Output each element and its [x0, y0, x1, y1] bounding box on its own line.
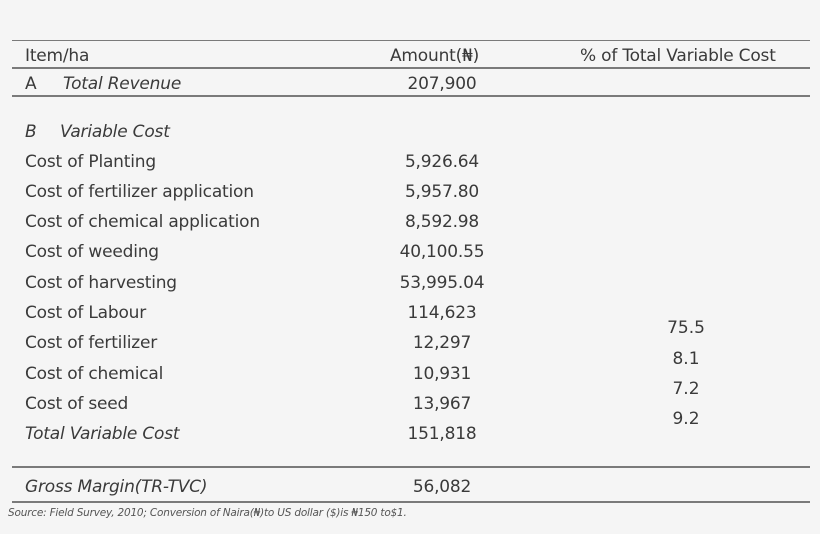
gross-margin-amount: 56,082 [412, 477, 472, 497]
source-footnote: Source: Field Survey, 2010; Conversion of Naira(₦)to US dollar ($)is ₦150 to$1. [8, 507, 407, 519]
row-item: Cost of chemical application [25, 212, 260, 232]
row-amount: 5,926.64 [404, 152, 480, 172]
row-item: Cost of Planting [25, 152, 156, 172]
total-revenue-amount: 207,900 [407, 74, 477, 94]
row-amount: 13,967 [412, 394, 472, 414]
table-top-rule [12, 40, 810, 41]
row-amount: 12,297 [412, 333, 472, 353]
gross-margin-label: Gross Margin(TR-TVC) [25, 477, 208, 497]
gross-margin-top-rule [12, 466, 810, 468]
percent-seed: 9.2 [672, 409, 700, 429]
row-item: Cost of fertilizer application [25, 182, 254, 202]
header-amount: Amount(₦) [390, 46, 480, 66]
gross-margin-bottom-rule [12, 501, 810, 503]
row-amount: 10,931 [412, 364, 472, 384]
row-amount: 5,957.80 [404, 182, 480, 202]
row-item: Cost of seed [25, 394, 129, 414]
row-amount: 53,995.04 [399, 273, 485, 293]
row-amount: 8,592.98 [404, 212, 480, 232]
section-a-title: Total Revenue [63, 74, 182, 94]
row-item: Cost of harvesting [25, 273, 177, 293]
row-item: Cost of fertilizer [25, 333, 158, 353]
percent-labour: 75.5 [667, 318, 705, 338]
row-item: Cost of weeding [25, 242, 159, 262]
total-variable-cost-amount: 151,818 [407, 424, 477, 444]
section-b-title: Variable Cost [60, 122, 170, 142]
row-item: Cost of chemical [25, 364, 164, 384]
revenue-rule [12, 95, 810, 97]
header-percent: % of Total Variable Cost [580, 46, 776, 66]
row-amount: 40,100.55 [399, 242, 485, 262]
percent-chemical: 7.2 [672, 379, 700, 399]
total-variable-cost-label: Total Variable Cost [25, 424, 180, 444]
section-a-label: A [25, 74, 37, 94]
section-b-label: B [25, 122, 37, 142]
percent-fertilizer: 8.1 [672, 349, 700, 369]
row-item: Cost of Labour [25, 303, 147, 323]
row-amount: 114,623 [407, 303, 477, 323]
header-rule [12, 67, 810, 69]
header-item: Item/ha [25, 46, 90, 66]
